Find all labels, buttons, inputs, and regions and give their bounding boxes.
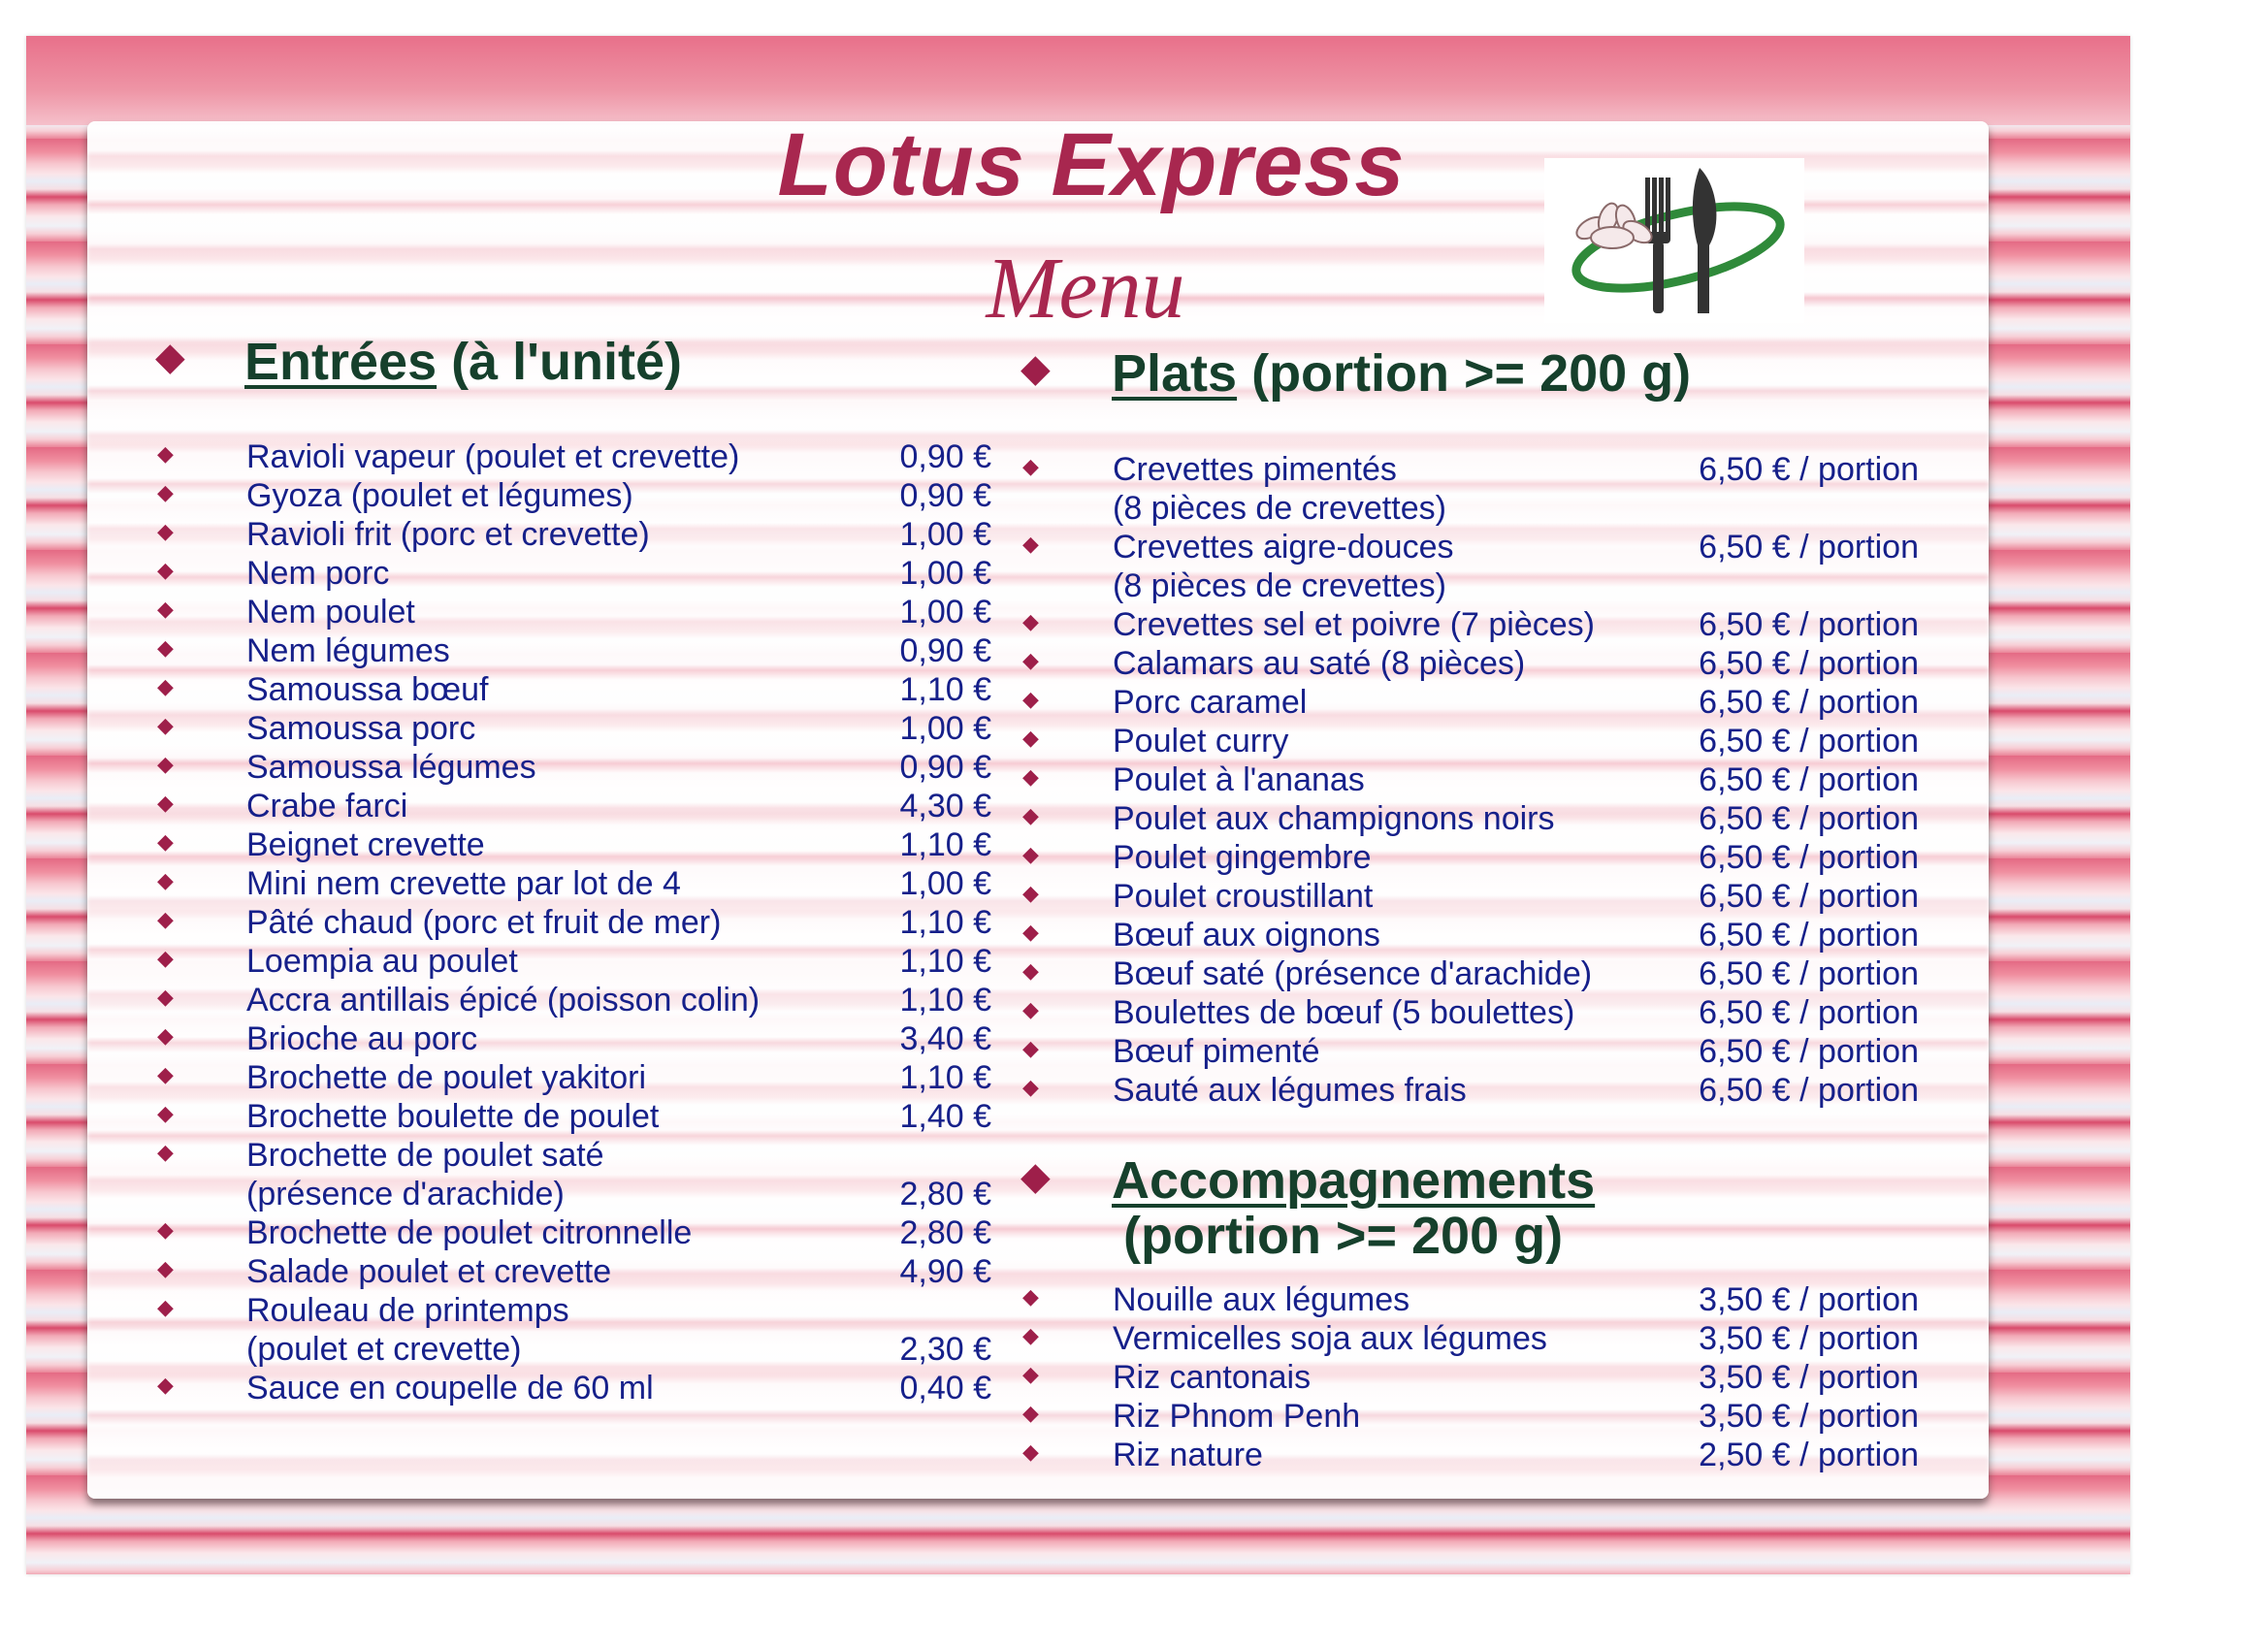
diamond-bullet-icon: ◆ — [1022, 882, 1039, 906]
entree-item-name: Accra antillais épicé (poisson colin) — [246, 982, 761, 1018]
plat-item-name: Bœuf aux oignons — [1113, 917, 1380, 954]
plat-item-name: Poulet à l'ananas — [1113, 761, 1365, 798]
entree-item-price: 0,90 € — [899, 632, 991, 669]
entree-item-price: 1,00 € — [899, 594, 991, 630]
diamond-bullet-icon: ◆ — [1022, 1037, 1039, 1061]
entree-item-name: Sauce en coupelle de 60 ml — [246, 1370, 654, 1406]
diamond-bullet-icon: ◆ — [157, 1257, 174, 1281]
accompagnements-heading-main: Accompagnements — [1112, 1151, 1596, 1210]
entree-item-detail: (poulet et crevette) — [246, 1331, 522, 1368]
entree-item-detail: (présence d'arachide) — [246, 1176, 565, 1212]
entree-item-name: Nem légumes — [246, 632, 450, 669]
entree-item-price: 2,80 € — [899, 1176, 991, 1212]
entree-item-price: 2,80 € — [899, 1214, 991, 1251]
entree-item-name: Brochette boulette de poulet — [246, 1098, 660, 1135]
entree-item-name: Nem poulet — [246, 594, 415, 630]
diamond-bullet-icon: ◆ — [1022, 1363, 1039, 1387]
plat-item-price: 6,50 € / portion — [1699, 451, 1919, 488]
diamond-bullet-icon: ◆ — [1022, 727, 1039, 751]
diamond-bullet-icon: ◆ — [1022, 610, 1039, 634]
accompagnements-heading — [1112, 1150, 1595, 1211]
entree-item-price: 1,00 € — [899, 516, 991, 553]
plat-item-name: Crevettes pimentés — [1113, 451, 1397, 488]
accompagnement-item-price: 3,50 € / portion — [1699, 1320, 1919, 1357]
entree-item-price: 3,40 € — [899, 1020, 991, 1057]
plat-item-name: Porc caramel — [1113, 684, 1308, 721]
plat-item-price: 6,50 € / portion — [1699, 1033, 1919, 1070]
plat-item-name: Crevettes aigre-douces — [1113, 529, 1454, 566]
accompagnement-item-name: Nouille aux légumes — [1113, 1281, 1410, 1318]
plat-item-name: Bœuf pimenté — [1113, 1033, 1320, 1070]
diamond-bullet-icon: ◆ — [1022, 804, 1039, 828]
accompagnement-item-price: 2,50 € / portion — [1699, 1437, 1919, 1473]
plat-item-name: Boulettes de bœuf (5 boulettes) — [1113, 994, 1575, 1031]
diamond-bullet-icon: ◆ — [157, 520, 174, 544]
diamond-bullet-icon: ◆ — [157, 1063, 174, 1087]
plat-item-price: 6,50 € / portion — [1699, 1072, 1919, 1109]
entree-item-name: Brioche au porc — [246, 1020, 478, 1057]
entree-item-name: Brochette de poulet saté — [246, 1137, 604, 1174]
accompagnement-item-name: Riz nature — [1113, 1437, 1263, 1473]
diamond-bullet-icon: ◆ — [157, 908, 174, 932]
entrees-heading-suffix: (à l'unité) — [451, 333, 682, 391]
diamond-bullet-icon: ◆ — [157, 442, 174, 467]
accompagnements-heading-suffix: (portion >= 200 g) — [1123, 1207, 1564, 1265]
restaurant-name: Lotus Express — [777, 115, 1406, 214]
entree-item-name: Samoussa porc — [246, 710, 476, 747]
entree-item-name: Rouleau de printemps — [246, 1292, 569, 1329]
diamond-bullet-icon: ◆ — [157, 986, 174, 1010]
plat-item-detail: (8 pièces de crevettes) — [1113, 490, 1446, 527]
plat-item-name: Calamars au saté (8 pièces) — [1113, 645, 1526, 682]
plat-item-price: 6,50 € / portion — [1699, 800, 1919, 837]
entree-item-price: 1,10 € — [899, 982, 991, 1018]
entree-item-name: Ravioli frit (porc et crevette) — [246, 516, 650, 553]
plat-item-price: 6,50 € / portion — [1699, 761, 1919, 798]
diamond-bullet-icon: ◆ — [1022, 455, 1039, 479]
diamond-bullet-icon: ◆ — [157, 1024, 174, 1049]
diamond-bullet-icon: ◆ — [1022, 1076, 1039, 1100]
accompagnement-item-price: 3,50 € / portion — [1699, 1359, 1919, 1396]
diamond-bullet-icon: ◆ — [157, 869, 174, 893]
entree-item-name: Beignet crevette — [246, 826, 485, 863]
diamond-bullet-icon: ◆ — [1022, 843, 1039, 867]
entree-item-price: 1,10 € — [899, 671, 991, 708]
plat-item-price: 6,50 € / portion — [1699, 839, 1919, 876]
diamond-bullet-icon: ◆ — [1022, 688, 1039, 712]
diamond-bullet-icon: ◆ — [157, 636, 174, 661]
entree-item-name: Samoussa bœuf — [246, 671, 489, 708]
entree-item-name: Mini nem crevette par lot de 4 — [246, 865, 681, 902]
entrees-heading — [244, 332, 682, 392]
entree-item-name: Ravioli vapeur (poulet et crevette) — [246, 438, 740, 475]
diamond-bullet-icon: ◆ — [1022, 998, 1039, 1022]
diamond-bullet-icon: ◆ — [1022, 1285, 1039, 1310]
plats-heading — [1112, 343, 1691, 404]
plat-item-price: 6,50 € / portion — [1699, 955, 1919, 992]
plat-item-name: Poulet gingembre — [1113, 839, 1372, 876]
entree-item-name: Brochette de poulet yakitori — [246, 1059, 647, 1096]
diamond-bullet-icon: ◆ — [1021, 1154, 1051, 1199]
diamond-bullet-icon: ◆ — [1022, 649, 1039, 673]
entree-item-name: Pâté chaud (porc et fruit de mer) — [246, 904, 722, 941]
accompagnement-item-name: Riz Phnom Penh — [1113, 1398, 1361, 1435]
plat-item-price: 6,50 € / portion — [1699, 684, 1919, 721]
entree-item-price: 2,30 € — [899, 1331, 991, 1368]
diamond-bullet-icon: ◆ — [1022, 1324, 1039, 1348]
diamond-bullet-icon: ◆ — [1021, 346, 1051, 391]
plats-heading-suffix: (portion >= 200 g) — [1251, 344, 1692, 403]
diamond-bullet-icon: ◆ — [157, 1296, 174, 1320]
entree-item-price: 0,40 € — [899, 1370, 991, 1406]
entree-item-name: Salade poulet et crevette — [246, 1253, 612, 1290]
diamond-bullet-icon: ◆ — [157, 481, 174, 505]
diamond-bullet-icon: ◆ — [1022, 1402, 1039, 1426]
plat-item-name: Bœuf saté (présence d'arachide) — [1113, 955, 1593, 992]
diamond-bullet-icon: ◆ — [157, 1374, 174, 1398]
accompagnement-item-price: 3,50 € / portion — [1699, 1398, 1919, 1435]
entree-item-price: 4,30 € — [899, 788, 991, 824]
diamond-bullet-icon: ◆ — [157, 1218, 174, 1243]
plat-item-price: 6,50 € / portion — [1699, 645, 1919, 682]
entree-item-price: 1,00 € — [899, 865, 991, 902]
entree-item-price: 1,10 € — [899, 1059, 991, 1096]
entree-item-name: Crabe farci — [246, 788, 408, 824]
plat-item-price: 6,50 € / portion — [1699, 878, 1919, 915]
entree-item-price: 1,40 € — [899, 1098, 991, 1135]
entree-item-price: 1,10 € — [899, 943, 991, 980]
plats-heading-main: Plats — [1112, 344, 1238, 403]
menu-subtitle: Menu — [986, 241, 1185, 337]
plat-item-price: 6,50 € / portion — [1699, 606, 1919, 643]
lotus-fork-knife-icon — [1544, 158, 1804, 323]
plat-item-price: 6,50 € / portion — [1699, 723, 1919, 760]
plat-item-name: Poulet croustillant — [1113, 878, 1374, 915]
entree-item-price: 0,90 € — [899, 438, 991, 475]
plat-item-name: Crevettes sel et poivre (7 pièces) — [1113, 606, 1595, 643]
diamond-bullet-icon: ◆ — [1022, 765, 1039, 790]
entree-item-name: Loempia au poulet — [246, 943, 518, 980]
diamond-bullet-icon: ◆ — [1022, 959, 1039, 984]
diamond-bullet-icon: ◆ — [157, 753, 174, 777]
plat-item-price: 6,50 € / portion — [1699, 529, 1919, 566]
entree-item-price: 1,00 € — [899, 555, 991, 592]
entree-item-name: Samoussa légumes — [246, 749, 536, 786]
plat-item-name: Poulet curry — [1113, 723, 1289, 760]
diamond-bullet-icon: ◆ — [157, 792, 174, 816]
entree-item-price: 0,90 € — [899, 477, 991, 514]
plat-item-price: 6,50 € / portion — [1699, 917, 1919, 954]
entree-item-name: Gyoza (poulet et légumes) — [246, 477, 633, 514]
entree-item-price: 4,90 € — [899, 1253, 991, 1290]
diamond-bullet-icon: ◆ — [157, 947, 174, 971]
plat-item-price: 6,50 € / portion — [1699, 994, 1919, 1031]
entree-item-name: Nem porc — [246, 555, 390, 592]
diamond-bullet-icon: ◆ — [1022, 921, 1039, 945]
diamond-bullet-icon: ◆ — [157, 675, 174, 699]
entree-item-price: 1,10 € — [899, 826, 991, 863]
diamond-bullet-icon: ◆ — [157, 1141, 174, 1165]
accompagnement-item-name: Riz cantonais — [1113, 1359, 1312, 1396]
entree-item-name: Brochette de poulet citronnelle — [246, 1214, 693, 1251]
entree-item-price: 1,00 € — [899, 710, 991, 747]
diamond-bullet-icon: ◆ — [157, 559, 174, 583]
entrees-heading-main: Entrées — [244, 333, 437, 391]
diamond-bullet-icon: ◆ — [157, 598, 174, 622]
diamond-bullet-icon: ◆ — [1022, 533, 1039, 557]
plat-item-name: Poulet aux champignons noirs — [1113, 800, 1555, 837]
diamond-bullet-icon: ◆ — [157, 830, 174, 855]
entree-item-price: 1,10 € — [899, 904, 991, 941]
striped-header-band — [26, 36, 2130, 125]
plat-item-detail: (8 pièces de crevettes) — [1113, 567, 1446, 604]
accompagnement-item-price: 3,50 € / portion — [1699, 1281, 1919, 1318]
diamond-bullet-icon: ◆ — [157, 1102, 174, 1126]
diamond-bullet-icon: ◆ — [1022, 1440, 1039, 1465]
diamond-bullet-icon: ◆ — [155, 335, 185, 379]
accompagnement-item-name: Vermicelles soja aux légumes — [1113, 1320, 1547, 1357]
plat-item-name: Sauté aux légumes frais — [1113, 1072, 1467, 1109]
entree-item-price: 0,90 € — [899, 749, 991, 786]
diamond-bullet-icon: ◆ — [157, 714, 174, 738]
